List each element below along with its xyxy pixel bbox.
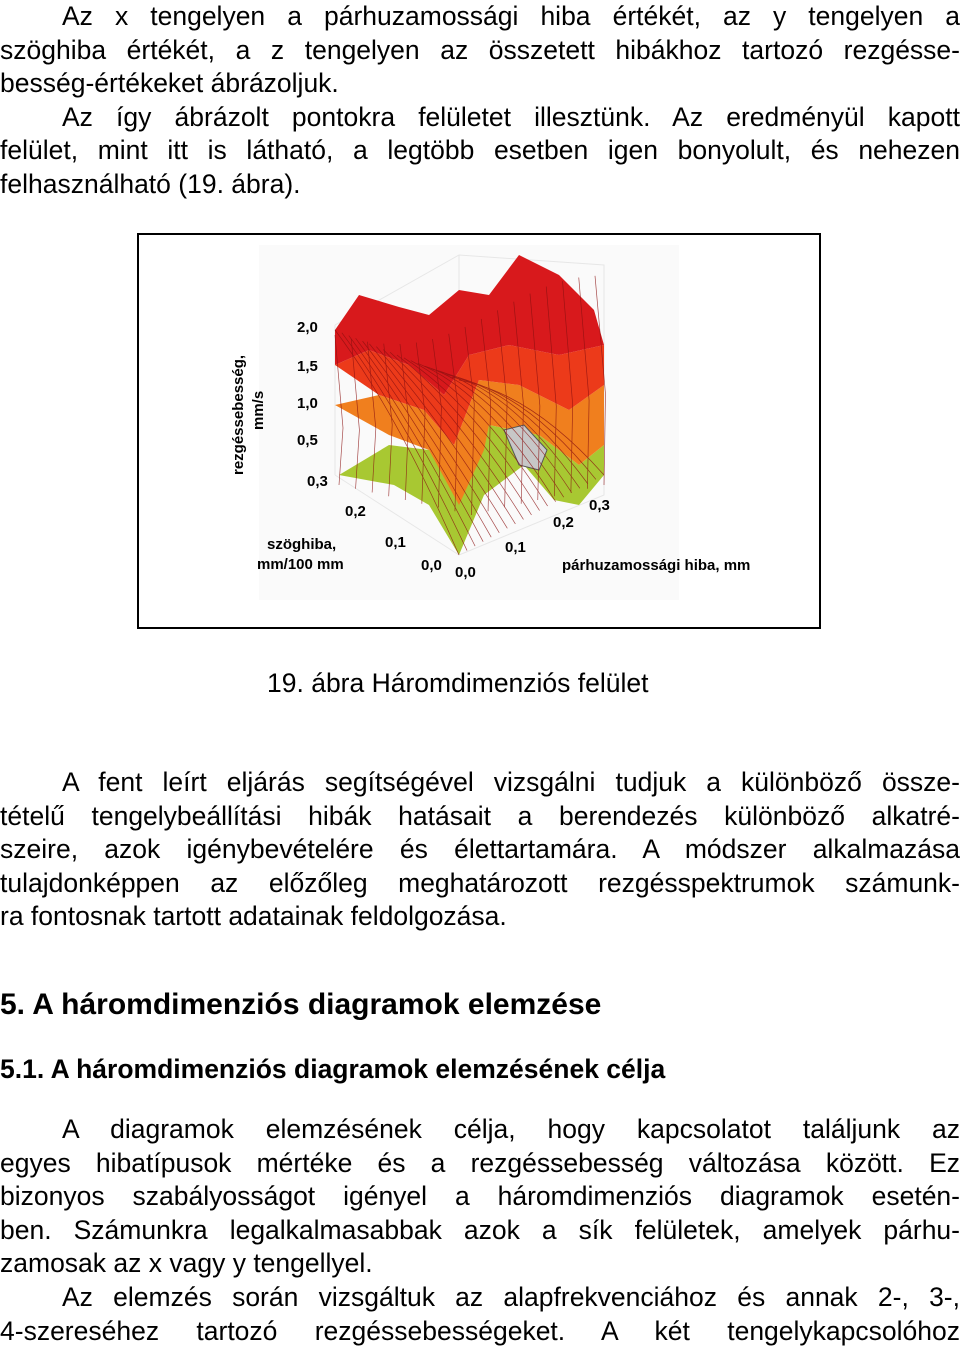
intro-paragraph: [0, 0, 960, 202]
para-line: zamosak az x vagy y tengellyel.: [0, 1248, 373, 1279]
y-axis-label-line2: mm/100 mm: [257, 556, 344, 573]
para-line: tulajdonképpen az előzőleg meghatározott rezgésspektrumok számunk-: [0, 867, 960, 898]
y-tick-label: 0,1: [385, 534, 406, 551]
x-tick-label: 0,0: [455, 564, 476, 581]
x-tick-label: 0,1: [505, 539, 526, 556]
x-tick-label: 0,3: [589, 497, 610, 514]
body-paragraph-3: [0, 1113, 960, 1348]
section-heading: 5. A háromdimenziós diagramok elemzése: [0, 988, 602, 1021]
subsection-heading: 5.1. A háromdimenziós diagramok elemzésének célja: [0, 1054, 666, 1084]
y-tick-label: 0,0: [421, 557, 442, 574]
para-line: A diagramok elemzésének célja, hogy kapcsolatot találjunk az: [62, 1114, 960, 1144]
para-line: ra fontosnak tartott adatainak feldolgozása.: [0, 901, 507, 932]
figure-3d-surface: [137, 233, 821, 629]
z-axis-label-line2: mm/s: [250, 390, 267, 430]
z-tick-label: 1,0: [297, 395, 318, 412]
x-tick-label: 0,2: [553, 514, 574, 531]
para-line: bizonyos szabályosságot igényel a háromdimenziós diagramok esetén-: [0, 1181, 960, 1212]
body-paragraph-2: [0, 766, 960, 934]
z-axis-label-line1: rezgéssebesség,: [230, 354, 247, 475]
z-tick-label: 2,0: [297, 319, 318, 336]
intro-line: Az x tengelyen a párhuzamossági hiba értékét, az y tengelyen a: [62, 1, 960, 31]
z-tick-label: 0,3: [307, 473, 328, 490]
intro-line: Az így ábrázolt pontokra felületet illesztünk. Az eredményül kapott: [62, 101, 960, 132]
z-tick-label: 1,5: [297, 358, 318, 375]
para-line: 4-szereséhez tartozó rezgéssebességeket. A két tengelykapcsolóhoz: [0, 1315, 960, 1346]
para-line: Az elemzés során vizsgáltuk az alapfrekvenciához és annak 2-, 3-,: [62, 1281, 960, 1312]
para-line: egyes hibatípusok mértéke és a rezgéssebesség változása között. Ez: [0, 1147, 960, 1178]
y-tick-label: 0,2: [345, 503, 366, 520]
y-axis-label-line1: szöghiba,: [267, 536, 337, 553]
intro-line: felhasználható (19. ábra).: [0, 168, 301, 199]
z-tick-label: 0,5: [297, 432, 318, 449]
x-axis-label: párhuzamossági hiba, mm: [562, 557, 751, 574]
intro-line: besség-értékeket ábrázoljuk.: [0, 68, 339, 99]
para-line: szeire, azok igénybevételére és élettartamára. A módszer alkalmazása: [0, 834, 960, 865]
para-line: A fent leírt eljárás segítségével vizsgálni tudjuk a különböző össze-: [62, 767, 960, 797]
intro-line: felület, mint itt is látható, a legtöbb esetben igen bonyolult, és nehezen: [0, 135, 960, 166]
para-line: ben. Számunkra legalkalmasabbak azok a sík felületek, amelyek párhu-: [0, 1214, 960, 1245]
para-line: tételű tengelybeállítási hibák hatásait a berendezés különböző alkatré-: [0, 800, 960, 831]
intro-line: szöghiba értékét, a z tengelyen az összetett hibákhoz tartozó rezgésse-: [0, 34, 960, 65]
surface-plot: [139, 235, 819, 627]
figure-caption: 19. ábra Háromdimenziós felület: [267, 668, 649, 698]
